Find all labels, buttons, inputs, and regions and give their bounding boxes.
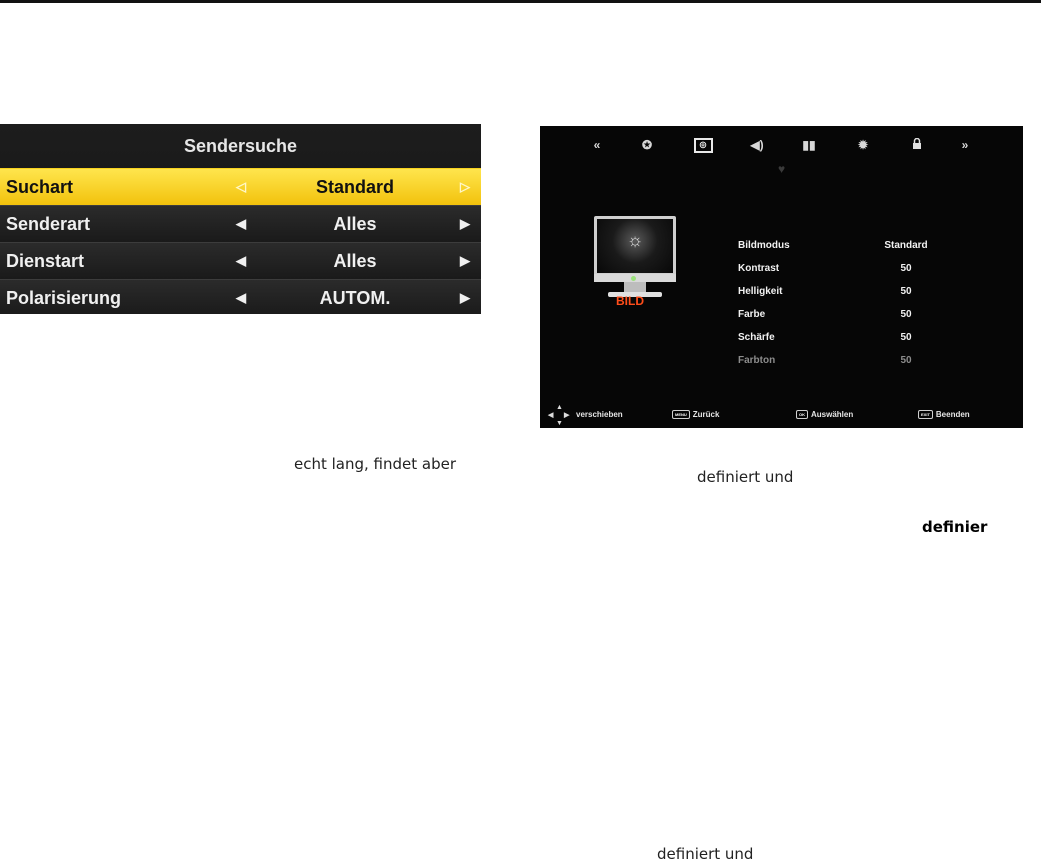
setting-name: Kontrast	[738, 263, 780, 274]
footer-exit-hint	[918, 402, 970, 428]
setting-name: Farbton	[738, 355, 776, 366]
lock-icon-shape	[912, 138, 922, 149]
footer-select-hint	[796, 402, 853, 428]
text-fragment-left: echt lang, findet aber	[294, 455, 457, 473]
setting-row-kontrast[interactable]	[738, 257, 938, 280]
arrow-left-icon[interactable]: ◀	[236, 216, 246, 231]
menu-icon-bar	[540, 132, 1023, 158]
dpad-up: ▲	[556, 404, 563, 411]
arrow-left-icon[interactable]: ◁	[236, 179, 246, 194]
setting-name: Bildmodus	[738, 240, 790, 251]
gear-icon[interactable]: ✹	[857, 138, 869, 152]
setting-name: Schärfe	[738, 332, 775, 343]
setting-row-farbe[interactable]	[738, 303, 938, 326]
dpad-left: ◀	[548, 412, 554, 419]
scan-row-dienstart[interactable]	[0, 242, 481, 279]
faint-heart-icon: ♥	[778, 162, 786, 176]
chevron-right-double-icon[interactable]: »	[961, 138, 969, 152]
scan-row-suchart[interactable]	[0, 168, 481, 205]
binoculars-icon[interactable]: ▮▮	[802, 138, 816, 152]
section-label: BILD	[616, 294, 644, 308]
monitor-illustration	[594, 216, 672, 306]
satellite-icon[interactable]: ✪	[641, 138, 653, 152]
footer-back-label: Zurück	[692, 410, 720, 419]
picture-settings-menu	[540, 126, 1023, 428]
picture-icon-frame: ◎	[694, 138, 713, 153]
menu-footer	[540, 402, 1023, 428]
setting-row-helligkeit[interactable]	[738, 280, 938, 303]
scan-row-label: Polarisierung	[6, 288, 122, 308]
monitor-screen	[594, 216, 676, 276]
setting-value: 50	[900, 355, 912, 366]
footer-exit-label: Beenden	[935, 410, 970, 419]
setting-row-bildmodus[interactable]	[738, 234, 938, 257]
scan-row-value: Standard	[315, 177, 394, 197]
dpad-down: ▼	[556, 420, 563, 427]
scan-row-polarisierung[interactable]	[0, 279, 481, 314]
scan-row-label: Senderart	[6, 214, 91, 234]
setting-row-farbton[interactable]	[738, 349, 938, 372]
ok-key-icon: OK	[796, 410, 808, 419]
arrow-right-icon[interactable]: ▶	[460, 290, 470, 305]
setting-name: Helligkeit	[738, 286, 783, 297]
dpad-right: ▶	[564, 412, 570, 419]
arrow-right-icon[interactable]: ▷	[460, 179, 470, 194]
text-fragment-right: definier	[922, 518, 988, 536]
brightness-icon: ☼	[626, 230, 644, 250]
arrow-right-icon[interactable]: ▶	[460, 216, 470, 231]
dpad-icon	[548, 402, 570, 428]
monitor-stand	[624, 282, 646, 292]
arrow-left-icon[interactable]: ◀	[236, 253, 246, 268]
scan-menu-title: Sendersuche	[183, 136, 298, 156]
text-fragment-bottom: definiert und	[657, 845, 754, 863]
picture-icon[interactable]	[692, 132, 714, 158]
top-rule	[0, 0, 1041, 3]
setting-value: 50	[900, 263, 912, 274]
setting-name: Farbe	[738, 309, 766, 320]
arrow-right-icon[interactable]: ▶	[460, 253, 470, 268]
text-fragment-middle: definiert und	[697, 468, 794, 486]
scan-row-label: Dienstart	[6, 251, 85, 271]
scan-row-value: Alles	[333, 251, 377, 271]
power-led	[631, 276, 636, 281]
menu-key-icon: MENU	[672, 410, 690, 419]
setting-value: Standard	[884, 240, 928, 251]
speaker-icon[interactable]: ◀)	[750, 138, 764, 152]
channel-scan-menu	[0, 124, 481, 314]
chevron-left-double-icon[interactable]: «	[593, 138, 601, 152]
scan-row-label: Suchart	[6, 177, 74, 197]
picture-settings-list	[738, 234, 938, 372]
exit-key-icon: EXIT	[918, 410, 933, 419]
footer-select-label: Auswählen	[811, 410, 854, 419]
footer-back-hint	[672, 402, 719, 428]
setting-row-schaerfe[interactable]	[738, 326, 938, 349]
scan-row-senderart[interactable]	[0, 205, 481, 242]
scan-row-value: AUTOM.	[319, 288, 391, 308]
lock-icon[interactable]	[906, 132, 928, 158]
footer-move-label: verschieben	[576, 410, 623, 419]
scan-row-value: Alles	[333, 214, 377, 234]
setting-value: 50	[900, 286, 912, 297]
setting-value: 50	[900, 309, 912, 320]
setting-value: 50	[900, 332, 912, 343]
arrow-left-icon[interactable]: ◀	[236, 290, 246, 305]
